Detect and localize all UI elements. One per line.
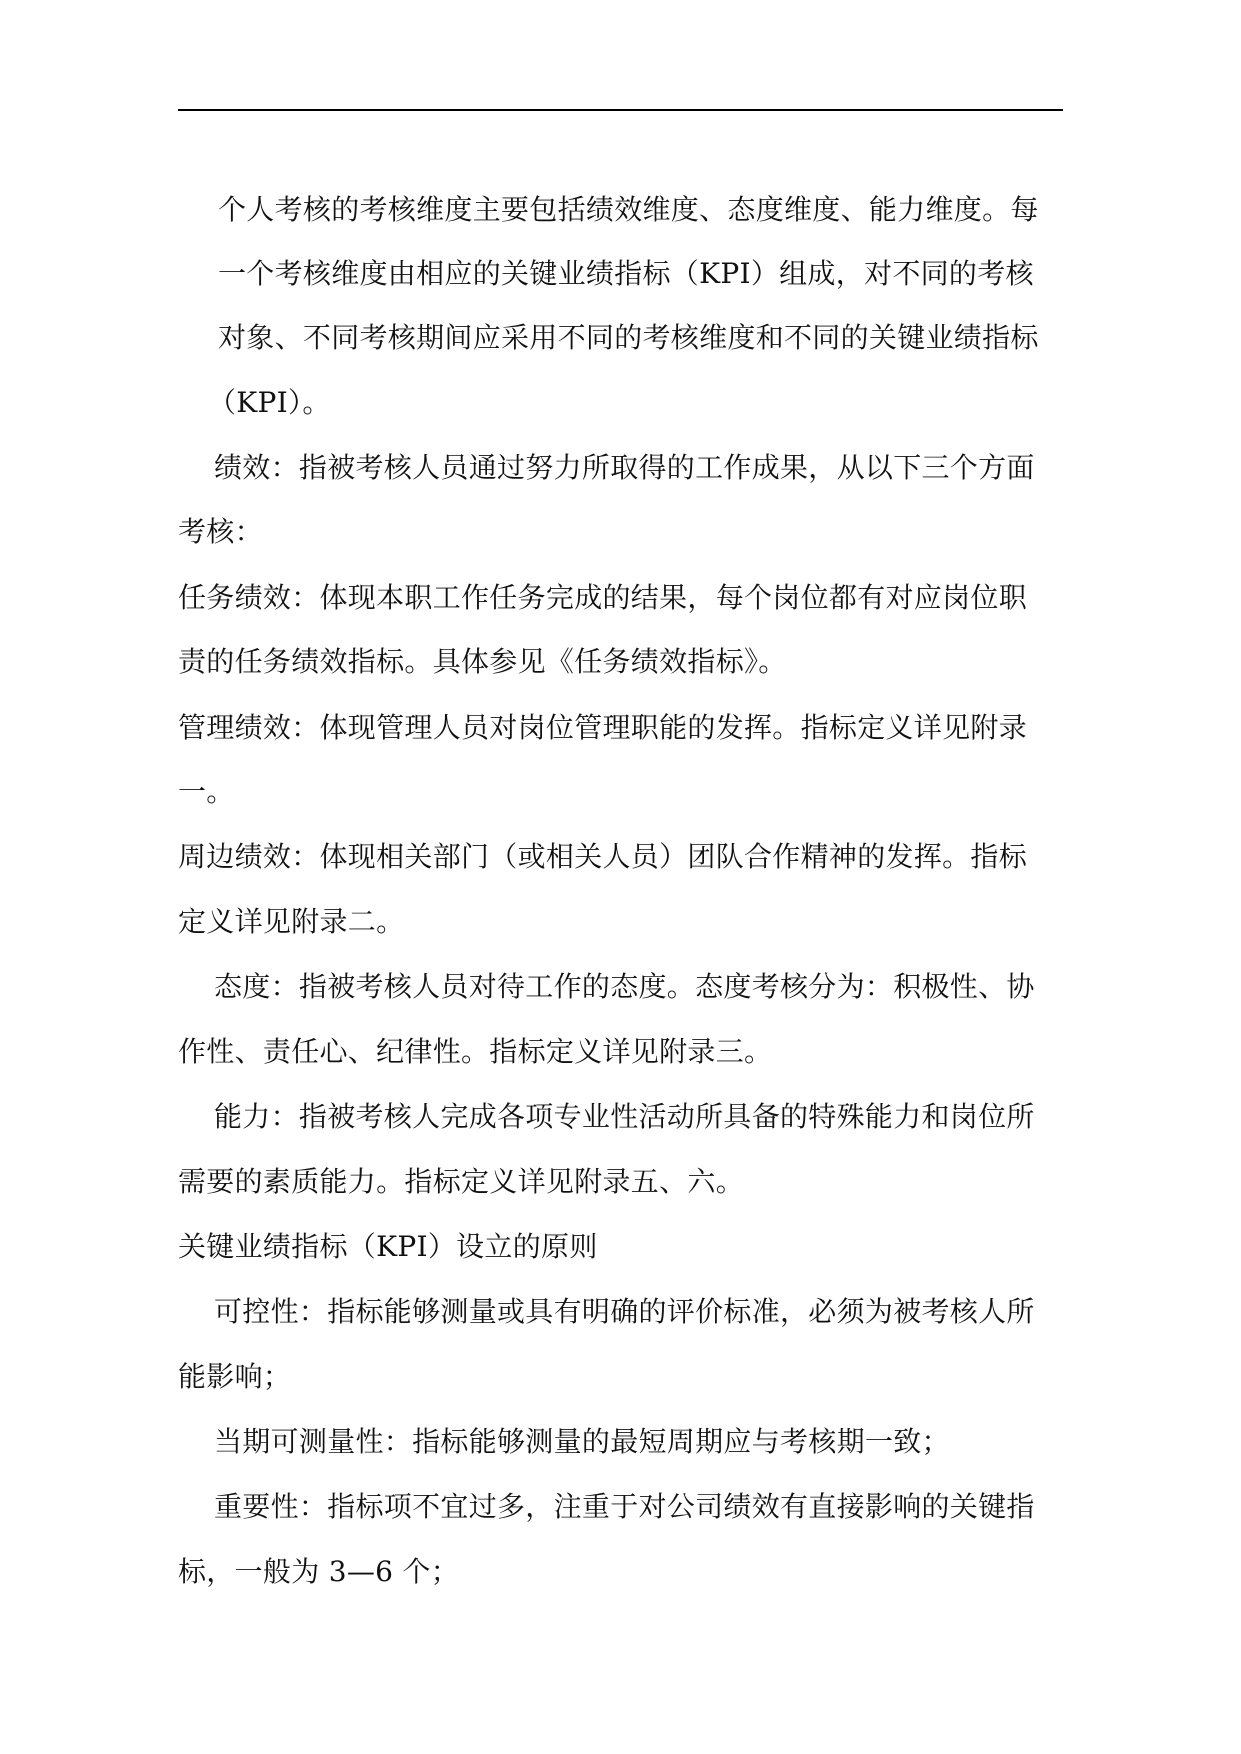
paragraph-9-line-1: 可控性：指标能够测量或具有明确的评价标准，必须为被考核人所 — [214, 1295, 1035, 1328]
paragraph-6-line-1: 态度：指被考核人员对待工作的态度。态度考核分为：积极性、协 — [214, 970, 1035, 1003]
paragraph-11-line-2: 标，一般为 3—6 个； — [178, 1555, 460, 1588]
paragraph-4-line-2: 一。 — [178, 775, 235, 808]
paragraph-5-line-1: 周边绩效：体现相关部门（或相关人员）团队合作精神的发挥。指标 — [178, 840, 1028, 873]
paragraph-7-line-1: 能力：指被考核人完成各项专业性活动所具备的特殊能力和岗位所 — [214, 1100, 1035, 1133]
paragraph-2-line-2: 考核： — [178, 515, 263, 548]
paragraph-1-line-2: 一个考核维度由相应的关键业绩指标（KPI）组成，对不同的考核 — [218, 257, 1034, 290]
paragraph-3-line-2: 责的任务绩效指标。具体参见《任务绩效指标》。 — [178, 645, 787, 678]
paragraph-1-line-1: 个人考核的考核维度主要包括绩效维度、态度维度、能力维度。每 — [218, 193, 1039, 226]
paragraph-10-line-1: 当期可测量性：指标能够测量的最短周期应与考核期一致； — [214, 1425, 950, 1458]
paragraph-5-line-2: 定义详见附录二。 — [178, 905, 405, 938]
paragraph-6-line-2: 作性、责任心、纪律性。指标定义详见附录三。 — [178, 1035, 773, 1068]
paragraph-1-line-4: （KPI）。 — [208, 386, 331, 419]
paragraph-9-line-2: 能影响； — [178, 1360, 292, 1393]
header-rule — [178, 109, 1063, 111]
paragraph-4-line-1: 管理绩效：体现管理人员对岗位管理职能的发挥。指标定义详见附录 — [178, 711, 1028, 744]
section-heading-kpi-principles: 关键业绩指标（KPI）设立的原则 — [178, 1230, 598, 1263]
paragraph-7-line-2: 需要的素质能力。指标定义详见附录五、六。 — [178, 1165, 745, 1198]
paragraph-1-line-3: 对象、不同考核期间应采用不同的考核维度和不同的关键业绩指标 — [218, 321, 1039, 354]
paragraph-3-line-1: 任务绩效：体现本职工作任务完成的结果，每个岗位都有对应岗位职 — [178, 581, 1028, 614]
paragraph-2-line-1: 绩效：指被考核人员通过努力所取得的工作成果，从以下三个方面 — [214, 451, 1035, 484]
paragraph-11-line-1: 重要性：指标项不宜过多，注重于对公司绩效有直接影响的关键指 — [214, 1490, 1035, 1523]
